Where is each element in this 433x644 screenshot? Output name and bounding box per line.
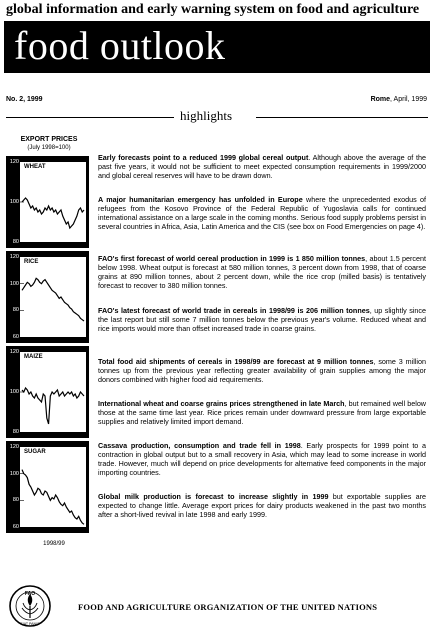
chart-plot-area: [20, 257, 86, 337]
y-tick-label: 60: [12, 524, 19, 530]
month-label: S: [34, 528, 39, 534]
month-label: J: [63, 528, 67, 534]
y-tick-label: 100: [9, 199, 19, 205]
dateline-date: , April, 1999: [390, 96, 427, 103]
y-tick-label: 120: [9, 349, 19, 355]
y-tick-label: 120: [9, 159, 19, 165]
highlight-paragraph: [98, 153, 426, 180]
chart-wheat: [6, 156, 89, 248]
price-series-line: [22, 198, 84, 228]
chart-svg: [20, 447, 86, 527]
y-tick-label: 120: [9, 254, 19, 260]
chart-title: RICE: [24, 259, 39, 265]
paragraph-body: . Early prospects for 1999 point to a contraction in global output but to a small recovery in Asia, which may lead to some increase in world trade. However, much will depend on price developments for alternative feed components in the major importing countries.: [98, 441, 426, 477]
title-banner: [4, 21, 430, 73]
chart-title: MAIZE: [24, 354, 43, 360]
month-label: J: [20, 528, 23, 534]
chart-plot-area: [20, 352, 86, 432]
system-name: global information and early warning system on food and agriculture: [6, 2, 420, 17]
highlight-paragraph: [98, 195, 426, 231]
chart-svg: [20, 162, 86, 242]
highlight-paragraph: [98, 357, 426, 384]
paragraph-body: but exportable supplies are expected to change little. Average export prices for dairy products weakened in the past two months after a short-lived revival in late 1998 and early 1999.: [98, 492, 426, 519]
month-label: F: [70, 528, 75, 534]
fao-logo: [8, 584, 52, 628]
paragraph-lead: FAO's first forecast of world cereal production in 1999 is 1 850 million tonnes: [98, 254, 366, 263]
month-label: M: [77, 528, 83, 534]
y-tick-label: 100: [9, 280, 19, 287]
price-series-line: [22, 470, 84, 525]
highlight-paragraph: [98, 254, 426, 290]
logo-text-top: FAO: [24, 591, 36, 597]
chart-svg: [20, 352, 86, 432]
y-tick-label: 80: [12, 429, 19, 435]
y-tick-label: 120: [9, 444, 19, 450]
highlight-paragraph: [98, 441, 426, 477]
price-series-line: [22, 388, 84, 424]
divider-left: [6, 117, 174, 118]
month-label: O: [41, 528, 47, 534]
month-axis: [20, 528, 86, 538]
paragraph-lead: Total food aid shipments of cereals in 1998/99 are forecast at 9 million tonnes: [98, 357, 374, 366]
paragraph-body: , but remained well below those at the same time last year. Rice prices remain under downward pressure from large exportable supplies and relatively limited import demand.: [98, 399, 427, 426]
paragraph-body: , some 3 million tonnes up from the previous year reflecting greater availability of grain supplies among the major donors combined with higher food aid requirements.: [98, 357, 426, 384]
paragraph-lead: International wheat and coarse grains prices strengthened in late March: [98, 399, 345, 408]
paragraph-body: , about 1.5 percent below 1998. Wheat output is forecast at 580 million tonnes, 3 percent down from 1998, that of coarse grains at 890 million tonnes, about 2 percent down, while the rice crop (milled basis) is tentatively forecast to recover to 380 million tonnes.: [98, 254, 426, 290]
chart-svg: [20, 257, 86, 337]
export-prices-title: EXPORT PRICES: [20, 136, 78, 143]
year-label: 1998/99: [43, 541, 65, 547]
price-series-line: [22, 278, 84, 321]
organization-name: FOOD AND AGRICULTURE ORGANIZATION OF THE UNITED NATIONS: [78, 602, 378, 612]
y-tick-label: 80: [12, 497, 19, 504]
publication-title: food outlook: [14, 23, 226, 68]
month-label: D: [56, 528, 61, 534]
y-tick-label: 80: [12, 307, 19, 314]
highlight-paragraph: [98, 399, 426, 426]
chart-plot-area: [20, 447, 86, 527]
chart-maize: [6, 346, 89, 438]
highlight-paragraph: [98, 306, 426, 333]
paragraph-lead: A major humanitarian emergency has unfolded in Europe: [98, 195, 303, 204]
section-title: highlights: [180, 108, 233, 123]
paragraph-lead: Global milk production is forecast to increase slightly in 1999: [98, 492, 329, 501]
chart-plot-area: [20, 162, 86, 242]
paragraph-lead: Cassava production, consumption and trade fell in 1998: [98, 441, 301, 450]
paragraph-body: . Although above the average of the past five years, it would not be sufficient to meet expected consumption requirements in 1999/2000 and global cereal reserves will have to be drawn down.: [98, 153, 426, 180]
paragraph-lead: FAO's latest forecast of world trade in cereals in 1998/99 is 206 million tonnes: [98, 306, 370, 315]
paragraph-lead: Early forecasts point to a reduced 1999 global cereal output: [98, 153, 309, 162]
y-tick-label: 60: [12, 334, 19, 340]
chart-title: WHEAT: [24, 164, 46, 170]
month-label: N: [48, 528, 54, 534]
logo-text-bottom: FIAT PANIS: [20, 622, 40, 626]
y-tick-label: 100: [9, 389, 19, 395]
chart-title: SUGAR: [24, 449, 46, 455]
highlight-paragraph: [98, 492, 426, 519]
export-prices-subtitle: (July 1998=100): [27, 145, 71, 151]
y-tick-label: 100: [9, 470, 19, 477]
dateline: [371, 96, 427, 103]
y-tick-label: 80: [12, 239, 19, 245]
month-label: A: [27, 528, 32, 534]
chart-sugar: [6, 441, 89, 533]
dateline-place: Rome: [370, 96, 391, 103]
paragraph-body: , up slightly since the last report but still some 7 million tonnes below the previous year's volume. Reduced wheat and rice imports would more than offset increased trade in coarse grains.: [98, 306, 426, 333]
divider-right: [256, 117, 428, 118]
paragraph-body: where the unprecedented exodus of refugees from the Kosovo Province of the Federal Republic of Yugoslavia calls for continued international assistance on a large scale in the coming months. Serious food supply problems persist in several countries in Africa, Asia, Latin America and the CIS (see box on Food Emergencies on page 4).: [98, 195, 426, 231]
chart-rice: [6, 251, 89, 343]
issue-number: No. 2, 1999: [6, 96, 43, 103]
